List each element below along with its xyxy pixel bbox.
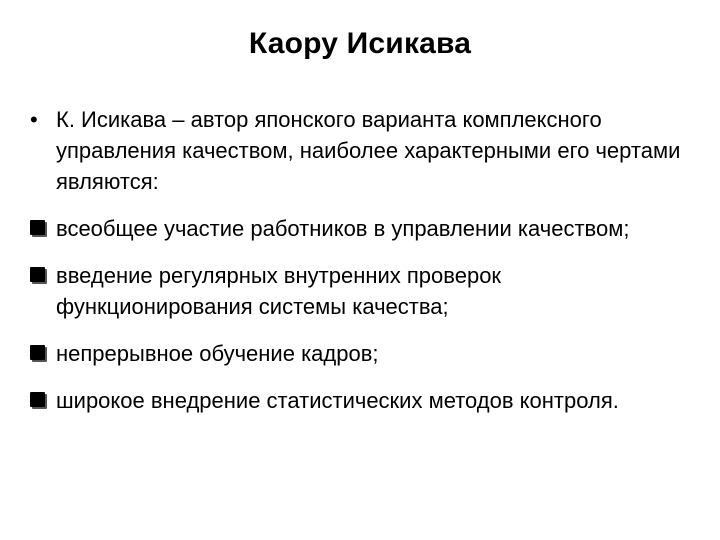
intro-text: К. Исикава – автор японского варианта комплексного управления качеством, наиболее характерными его чертами являются: xyxy=(56,107,681,194)
intro-bullet-item xyxy=(30,104,700,197)
list-item-text: всеобщее участие работников в управлении качеством; xyxy=(56,216,630,241)
square-bullet-icon xyxy=(30,220,45,235)
slide-title: Каору Исикава xyxy=(248,27,472,60)
square-bullet-icon xyxy=(30,267,45,282)
list-item-text: широкое внедрение статистических методов контроля. xyxy=(56,388,619,413)
list-item-text: непрерывное обучение кадров; xyxy=(56,341,379,366)
list-item xyxy=(30,213,700,244)
list-item xyxy=(30,338,700,369)
list-item xyxy=(30,385,700,416)
square-bullet-icon xyxy=(30,345,45,360)
bullet-dot-icon: • xyxy=(30,107,38,132)
square-bullet-icon xyxy=(30,392,45,407)
list-item xyxy=(30,260,700,322)
slide-content xyxy=(30,104,700,432)
list-item-text: введение регулярных внутренних проверок функционирования системы качества; xyxy=(56,263,502,319)
